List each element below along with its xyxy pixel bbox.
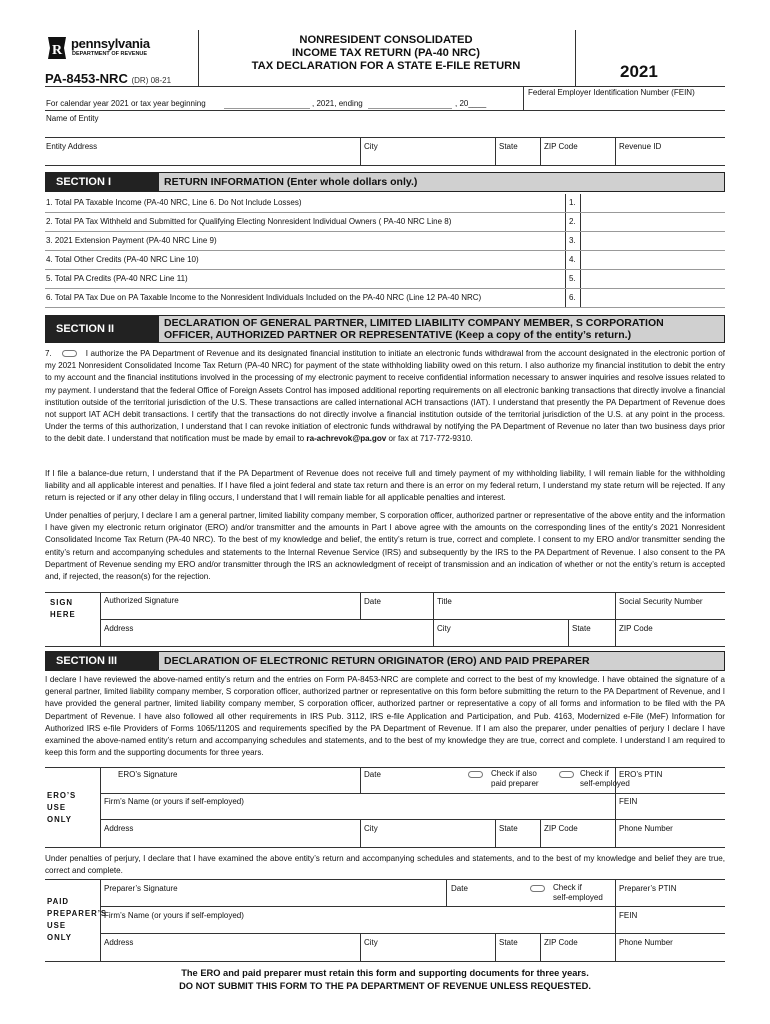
signature-date-label: Date xyxy=(364,597,381,606)
preparer-phone-field[interactable] xyxy=(616,948,725,960)
preparer-ptin-field[interactable] xyxy=(616,894,725,906)
check-also-paid-preparer-label xyxy=(491,769,539,789)
section-1-line-amount-field[interactable] xyxy=(583,290,725,306)
entity-name-label: Name of Entity xyxy=(46,114,99,123)
preparer-ptin-label: Preparer’s PTIN xyxy=(619,884,677,893)
section-1-line-2 xyxy=(45,213,725,232)
ero-city-label: City xyxy=(364,824,378,833)
revocation-email[interactable]: ra-achrevok@pa.gov xyxy=(306,434,387,444)
signer-address-field[interactable] xyxy=(101,633,432,645)
title-line-2: INCOME TAX RETURN (PA-40 NRC) xyxy=(292,47,480,59)
ero-signature-field[interactable] xyxy=(101,780,359,792)
section-1-line-number: 5. xyxy=(565,270,581,288)
section-1-line-3 xyxy=(45,232,725,251)
balance-due-paragraph: If I file a balance-due return, I understand that if the PA Department of Revenue does not receive full and timely payment of my withholding liability, I will remain liable for the withholding liability and all applicable interest and penalties. If I have filed a joint federal and state tax return and there is an error on my federal return, I understand my state return will be rejected. If any return is rejected or if any other delay in filing occurs, I understand that I will remain liable for all applicable penalties and interest. xyxy=(45,469,725,503)
ero-self-employed-line-2: self-employed xyxy=(580,779,630,788)
tax-year: 2021 xyxy=(620,62,658,81)
prep-self-employed-line-2: self-employed xyxy=(553,893,603,902)
preparer-self-employed-checkbox[interactable] xyxy=(530,885,545,892)
ero-fein-field[interactable] xyxy=(616,806,725,818)
section-1-line-label: 6. Total PA Tax Due on PA Taxable Income to the Nonresident Individuals Included on the PA-40 NRC (Line 12 PA-40 NRC) xyxy=(46,293,482,302)
ero-address-field[interactable] xyxy=(101,834,359,846)
ero-date-label: Date xyxy=(364,770,381,779)
preparer-date-field[interactable] xyxy=(447,894,527,906)
ero-state-field[interactable] xyxy=(496,834,539,846)
section-1-line-label: 3. 2021 Extension Payment (PA-40 NRC Line 9) xyxy=(46,236,217,245)
line-7-number: 7. xyxy=(45,349,52,358)
section-1-label: SECTION I xyxy=(46,173,159,191)
ero-side-line-3: ONLY xyxy=(47,815,72,824)
ero-phone-field[interactable] xyxy=(616,834,725,846)
authorization-text: I authorize the PA Department of Revenue and its designated financial institution to initiate an electronic funds withdrawal from the account designated in the electronic portion of my 2021 Nonresident Consolidated Income Tax Return (PA-40 NRC) for payment of the state withholding liability owed on this return. I also authorize my financial institution to debit the entry to my account and the financial institutions involved in the processing of my electronic payment to receive confidential information necessary to answer inquiries and resolve issues related to my payment. I understand that the federal Office of Foreign Assets Control has imposed additional reporting requirements on all electronic banking transactions that directly involve a financial institution outside of the territorial jurisdiction of the U.S. These transactions are called international ACH transactions (IAT). I understand that presently the PA Department of Revenue does not support IAT ACH debit transactions. I certify that the transactions do not directly involve a financial institution outside of the territorial jurisdiction of the U.S. at any point in the process. Under the terms of this authorization, I understand that I can revoke initiation of electronic funds withdrawal by notifying the PA Department of Revenue no later than two business days prior to the debit date. I understand that notification must be made by email to xyxy=(45,349,725,444)
preparer-signature-label: Preparer’s Signature xyxy=(104,884,178,893)
entity-state-label: State xyxy=(499,142,518,151)
ssn-field[interactable] xyxy=(616,606,725,618)
entity-name-input[interactable] xyxy=(45,124,725,136)
line-7-checkbox[interactable] xyxy=(62,350,77,357)
form-number xyxy=(45,71,171,86)
signer-state-field[interactable] xyxy=(569,633,614,645)
section-1-line-amount-field[interactable] xyxy=(583,252,725,268)
ssn-label: Social Security Number xyxy=(619,597,703,606)
logo-dept-name: DEPARTMENT OF REVENUE xyxy=(72,51,148,57)
check-also-line-2: paid preparer xyxy=(491,779,539,788)
section-1-line-number: 1. xyxy=(565,194,581,212)
calendar-year-text: For calendar year 2021 or tax year beginning xyxy=(46,99,206,108)
section-1-line-amount-field[interactable] xyxy=(583,233,725,249)
signer-zip-label: ZIP Code xyxy=(619,624,653,633)
preparer-zip-field[interactable] xyxy=(541,948,614,960)
entity-zip-input[interactable] xyxy=(541,152,614,164)
entity-address-input[interactable] xyxy=(45,152,359,164)
entity-revenue-id-input[interactable] xyxy=(616,152,725,164)
section-1-line-label: 2. Total PA Tax Withheld and Submitted for Qualifying Electing Nonresident Individual Owners ( PA-40 NRC Line 8) xyxy=(46,217,452,226)
sign-here-line-1: SIGN xyxy=(50,598,74,607)
sign-here-label xyxy=(50,597,76,621)
ending-text: , 2021, ending xyxy=(312,99,363,108)
entity-address-label: Entity Address xyxy=(46,142,98,151)
svg-text:R: R xyxy=(52,43,63,58)
ero-city-field[interactable] xyxy=(361,834,494,846)
preparer-signature-field[interactable] xyxy=(101,894,445,906)
preparer-firm-name-field[interactable] xyxy=(101,920,614,932)
ero-self-employed-line-1: Check if xyxy=(580,769,609,778)
preparer-fein-label: FEIN xyxy=(619,911,638,920)
title-line-1: NONRESIDENT CONSOLIDATED xyxy=(299,34,473,46)
section-1-line-number: 3. xyxy=(565,232,581,250)
ero-side-line-2: USE xyxy=(47,803,67,812)
entity-city-label: City xyxy=(364,142,378,151)
section-1-line-4 xyxy=(45,251,725,270)
ero-signature-label: ERO’s Signature xyxy=(118,770,178,779)
paid-preparer-use-only-label xyxy=(47,896,107,944)
section-2-title-line-2: OFFICER, AUTHORIZED PARTNER OR REPRESENTATIVE (Keep a copy of the entity’s return.) xyxy=(164,329,632,341)
section-1-line-label: 5. Total PA Credits (PA-40 NRC Line 11) xyxy=(46,274,188,283)
check-also-paid-preparer-checkbox[interactable] xyxy=(468,771,483,778)
section-1-line-number: 6. xyxy=(565,289,581,307)
prep-side-line-3: USE xyxy=(47,921,67,930)
ero-declaration-paragraph: I declare I have reviewed the above-named entity’s return and the entries on Form PA-8453-NRC are complete and correct to the best of my knowledge. I have obtained the signature of a general partner, limited liability company member, S corporation officer, authorized partner or representative on this form before submitting the return to the PA Department of Revenue, and I have provided the general partner, limited liability company member, S corporation officer, authorized partner or representative a copy of all forms and information to be filed with the PA Department of Revenue. I have also followed all other requirements in IRS Pub. 3112, IRS e-file Application and Participation, and Pub. 4163, Modernized e-File (MeF) Information for Authorized IRS e-file Providers of Forms 1065/1120S and requirements specified by the PA Department of Revenue. If I am also the preparer, under penalties of perjury I declare I have examined the above-named entity’s return and accompanying schedules and statements, and to the best of my knowledge they are true, correct and complete. I understand I am required to keep this form and the supporting documents for three years. xyxy=(45,675,725,758)
section-1-line-6 xyxy=(45,289,725,308)
preparer-fein-field[interactable] xyxy=(616,920,725,932)
ero-ptin-field[interactable] xyxy=(616,780,725,792)
preparer-city-field[interactable] xyxy=(361,948,494,960)
ero-self-employed-checkbox[interactable] xyxy=(559,771,574,778)
section-2-header xyxy=(45,315,725,343)
preparer-state-field[interactable] xyxy=(496,948,539,960)
preparer-perjury-paragraph: Under penalties of perjury, I declare that I have examined the above entity’s return and accompanying schedules and statements, and to the best of my knowledge and belief they are true, correct and complete. xyxy=(45,854,725,876)
signer-city-field[interactable] xyxy=(434,633,567,645)
ero-firm-name-label: Firm’s Name (or yours if self-employed) xyxy=(104,797,244,806)
prep-side-line-1: PAID xyxy=(47,897,70,906)
form-revision: (DR) 08-21 xyxy=(131,76,172,85)
footer-line-1: The ERO and paid preparer must retain this form and supporting documents for three years. xyxy=(181,968,589,978)
section-1-line-label: 4. Total Other Credits (PA-40 NRC Line 10) xyxy=(46,255,199,264)
form-title xyxy=(200,34,572,73)
ero-side-line-1: ERO’S xyxy=(47,791,77,800)
preparer-zip-label: ZIP Code xyxy=(544,938,578,947)
section-3-header xyxy=(45,651,725,671)
preparer-address-label: Address xyxy=(104,938,134,947)
section-3-title: DECLARATION OF ELECTRONIC RETURN ORIGINATOR (ERO) AND PAID PREPARER xyxy=(164,655,590,667)
footer-line-2: DO NOT SUBMIT THIS FORM TO THE PA DEPARTMENT OF REVENUE UNLESS REQUESTED. xyxy=(179,981,591,991)
signer-state-label: State xyxy=(572,624,591,633)
signer-zip-field[interactable] xyxy=(616,633,725,645)
fein-label: Federal Employer Identification Number (FEIN) xyxy=(528,88,695,97)
section-1-line-number: 2. xyxy=(565,213,581,231)
section-1-line-1 xyxy=(45,194,725,213)
ero-state-label: State xyxy=(499,824,518,833)
revocation-fax: or fax at 717-772-9310. xyxy=(388,434,473,444)
ero-phone-label: Phone Number xyxy=(619,824,673,833)
signer-title-label: Title xyxy=(437,597,452,606)
entity-state-input[interactable] xyxy=(496,152,539,164)
preparer-address-field[interactable] xyxy=(101,948,359,960)
perjury-paragraph: Under penalties of perjury, I declare I am a general partner, limited liability company member, S corporation officer, authorized partner or representative of the above entity and the information I have given my electronic return originator (ERO) and/or transmitter and the amounts in Part I above agree with the amounts on the corresponding lines of the entity’s 2021 Nonresident Consolidated Income Tax Return (PA-40 NRC). To the best of my knowledge and belief, the entity’s return is true, correct and complete. I consent to my ERO and/or transmitter sending the entity’s return and accompanying schedules and statements to the Internal Revenue Service (IRS) and subsequently by the IRS to the PA Department of Revenue. I also consent to the PA Department of Revenue sending my ERO and/or transmitter through the IRS an acknowledgment of receipt of transmission and an indication of whether or not the entity’s return is accepted and, if rejected, the reason(s) for the rejection. xyxy=(45,511,725,582)
fein-input[interactable] xyxy=(524,98,725,110)
section-1-line-5 xyxy=(45,270,725,289)
ero-ptin-label: ERO’s PTIN xyxy=(619,770,663,779)
preparer-self-employed-label xyxy=(553,883,603,903)
form-id: PA-8453-NRC xyxy=(45,71,128,86)
signer-city-label: City xyxy=(437,624,451,633)
authorized-signature-field[interactable] xyxy=(101,606,359,618)
ero-address-label: Address xyxy=(104,824,134,833)
section-3-label: SECTION III xyxy=(46,652,159,670)
preparer-state-label: State xyxy=(499,938,518,947)
section-1-title: RETURN INFORMATION (Enter whole dollars only.) xyxy=(164,176,418,188)
section-2-title-line-1: DECLARATION OF GENERAL PARTNER, LIMITED LIABILITY COMPANY MEMBER, S CORPORATION xyxy=(164,317,664,329)
ero-date-field[interactable] xyxy=(361,780,461,792)
ero-zip-label: ZIP Code xyxy=(544,824,578,833)
signature-date-field[interactable] xyxy=(361,606,432,618)
keystone-logo-icon xyxy=(46,36,68,60)
entity-zip-label: ZIP Code xyxy=(544,142,578,151)
section-2-title xyxy=(164,316,720,342)
authorization-paragraph xyxy=(45,348,725,446)
prep-side-line-4: ONLY xyxy=(47,933,72,942)
year-suffix: , 20____ xyxy=(455,99,487,108)
authorized-signature-label: Authorized Signature xyxy=(104,596,179,605)
section-1-header xyxy=(45,172,725,192)
prep-side-line-2: PREPARER’S xyxy=(47,909,108,918)
pa-logo xyxy=(46,36,196,64)
section-1-line-label: 1. Total PA Taxable Income (PA-40 NRC, Line 6. Do Not Include Losses) xyxy=(46,198,302,207)
entity-city-input[interactable] xyxy=(361,152,494,164)
ero-use-only-label xyxy=(47,790,76,826)
section-1-line-amount-field[interactable] xyxy=(583,271,725,287)
signer-title-field[interactable] xyxy=(434,606,614,618)
ero-fein-label: FEIN xyxy=(619,797,638,806)
preparer-date-label: Date xyxy=(451,884,468,893)
footer-notice xyxy=(45,967,725,993)
logo-state-name: pennsylvania xyxy=(71,36,150,51)
title-line-3: TAX DECLARATION FOR A STATE E-FILE RETURN xyxy=(251,60,521,72)
entity-revenue-id-label: Revenue ID xyxy=(619,142,662,151)
section-1-line-amount-field[interactable] xyxy=(583,214,725,230)
preparer-city-label: City xyxy=(364,938,378,947)
section-1-line-amount-field[interactable] xyxy=(583,195,725,211)
section-1-line-number: 4. xyxy=(565,251,581,269)
section-2-label: SECTION II xyxy=(46,316,159,342)
prep-self-employed-line-1: Check if xyxy=(553,883,582,892)
check-also-line-1: Check if also xyxy=(491,769,537,778)
signer-address-label: Address xyxy=(104,624,134,633)
preparer-firm-name-label: Firm’s Name (or yours if self-employed) xyxy=(104,911,244,920)
ero-firm-name-field[interactable] xyxy=(101,806,614,818)
preparer-phone-label: Phone Number xyxy=(619,938,673,947)
sign-here-line-2: HERE xyxy=(50,610,76,619)
ero-zip-field[interactable] xyxy=(541,834,614,846)
